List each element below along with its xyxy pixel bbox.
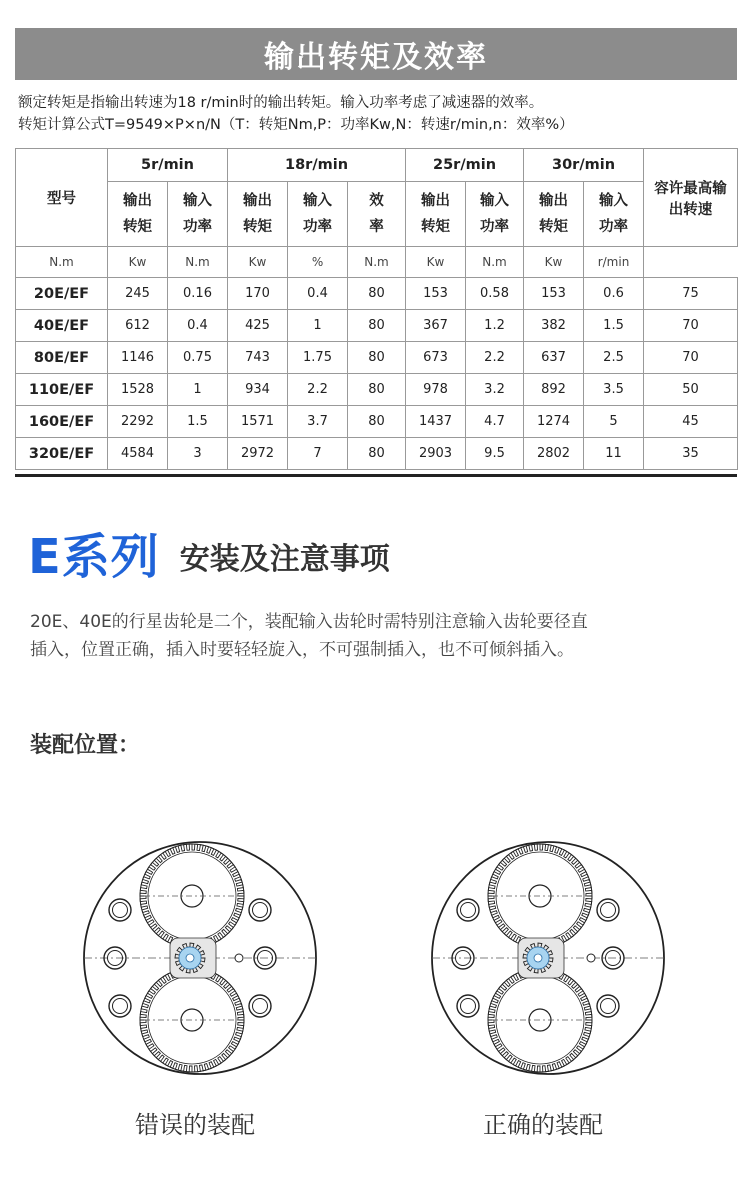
table-cell: 1274	[524, 406, 584, 438]
power-header	[584, 182, 644, 247]
table-cell: 2972	[228, 438, 288, 470]
table-cell: 673	[406, 342, 466, 374]
table-row	[16, 310, 738, 342]
table-cell: 75	[644, 278, 738, 310]
unit-cell: Kw	[108, 247, 168, 278]
table-cell: 1.5	[168, 406, 228, 438]
table-cell: 2.2	[466, 342, 524, 374]
table-cell: 2802	[524, 438, 584, 470]
efficiency-header-line-2: 率	[369, 219, 384, 235]
correct-assembly-caption: 正确的装配	[483, 1111, 603, 1139]
torque-header	[108, 182, 168, 247]
table-cell: 4.7	[466, 406, 524, 438]
unit-cell: Kw	[524, 247, 584, 278]
max-speed-header-line-1: 容许最高输	[654, 180, 727, 197]
series-title: E系列	[28, 528, 160, 585]
units-row	[16, 247, 738, 278]
page-title-bar	[15, 28, 737, 80]
table-bottom-rule	[15, 474, 737, 477]
table-cell: 80	[348, 406, 406, 438]
power-header	[288, 182, 348, 247]
table-cell: 1	[168, 374, 228, 406]
torque-header-line-1: 输出	[243, 193, 273, 209]
power-header-line-2: 功率	[599, 219, 629, 235]
speed-group-5: 5r/min	[108, 149, 228, 182]
power-header-line-1: 输入	[183, 193, 212, 209]
table-cell: 7	[288, 438, 348, 470]
input-gear-bore	[534, 954, 542, 962]
input-gear-bore	[186, 954, 194, 962]
unit-cell: r/min	[584, 247, 644, 278]
table-cell: 1.75	[288, 342, 348, 374]
table-cell: 4584	[108, 438, 168, 470]
unit-cell: %	[288, 247, 348, 278]
table-cell: 153	[406, 278, 466, 310]
description	[18, 92, 738, 136]
torque-header-line-1: 输出	[421, 193, 451, 209]
table-cell: 382	[524, 310, 584, 342]
table-cell: 3	[168, 438, 228, 470]
wrong-assembly-caption: 错误的装配	[135, 1111, 255, 1139]
table-cell: 0.4	[288, 278, 348, 310]
table-cell: 35	[644, 438, 738, 470]
table-cell: 637	[524, 342, 584, 374]
max-speed-header-line-2: 出转速	[668, 201, 713, 218]
table-cell: 1.2	[466, 310, 524, 342]
table-cell: 2.2	[288, 374, 348, 406]
table-cell: 50	[644, 374, 738, 406]
table-cell: 170	[228, 278, 288, 310]
speed-group-18: 18r/min	[228, 149, 406, 182]
page-title: 输出转矩及效率	[264, 40, 488, 75]
table-cell: 11	[584, 438, 644, 470]
table-cell: 245	[108, 278, 168, 310]
table-cell: 2.5	[584, 342, 644, 374]
speed-group-30: 30r/min	[524, 149, 644, 182]
table-cell: 892	[524, 374, 584, 406]
table-cell: 1528	[108, 374, 168, 406]
table-cell: 612	[108, 310, 168, 342]
table-row	[16, 438, 738, 470]
table-cell: 1437	[406, 406, 466, 438]
table-cell: 0.58	[466, 278, 524, 310]
note-line-1: 20E、40E的行星齿轮是二个，装配输入齿轮时需特别注意输入齿轮要径直	[30, 612, 588, 632]
table-cell: 3.7	[288, 406, 348, 438]
power-header-line-1: 输入	[599, 193, 629, 209]
power-header	[466, 182, 524, 247]
installation-note	[30, 608, 730, 664]
unit-cell: N.m	[168, 247, 228, 278]
model-cell: 80E/EF	[16, 342, 108, 374]
power-header-line-1: 输入	[480, 193, 510, 209]
wrong-assembly-diagram	[80, 838, 320, 1078]
table-cell: 153	[524, 278, 584, 310]
table-cell: 70	[644, 342, 738, 374]
torque-header-line-1: 输出	[539, 193, 569, 209]
table-cell: 5	[584, 406, 644, 438]
efficiency-header-line-1: 效	[369, 193, 384, 209]
series-subtitle: 安装及注意事项	[179, 542, 390, 577]
assembly-position-label: 装配位置：	[30, 733, 141, 758]
efficiency-header	[348, 182, 406, 247]
table-cell: 80	[348, 342, 406, 374]
table-row	[16, 374, 738, 406]
table-cell: 425	[228, 310, 288, 342]
unit-cell: N.m	[16, 247, 108, 278]
table-cell: 978	[406, 374, 466, 406]
model-cell: 320E/EF	[16, 438, 108, 470]
power-header-line-2: 功率	[303, 219, 333, 235]
torque-header	[524, 182, 584, 247]
torque-efficiency-table	[15, 148, 738, 470]
model-cell: 40E/EF	[16, 310, 108, 342]
table-cell: 80	[348, 310, 406, 342]
power-header	[168, 182, 228, 247]
table-cell: 3.2	[466, 374, 524, 406]
table-row	[16, 406, 738, 438]
table-cell: 367	[406, 310, 466, 342]
table-cell: 0.75	[168, 342, 228, 374]
torque-header	[406, 182, 466, 247]
series-heading	[28, 522, 390, 585]
model-cell: 160E/EF	[16, 406, 108, 438]
table-cell: 9.5	[466, 438, 524, 470]
table-cell: 934	[228, 374, 288, 406]
table-cell: 80	[348, 278, 406, 310]
model-cell: 110E/EF	[16, 374, 108, 406]
power-header-line-2: 功率	[480, 219, 510, 235]
table-cell: 1571	[228, 406, 288, 438]
pin-hole	[587, 954, 595, 962]
table-cell: 70	[644, 310, 738, 342]
max-speed-header	[644, 149, 738, 247]
table-cell: 80	[348, 374, 406, 406]
torque-header-line-2: 转矩	[243, 219, 273, 235]
table-cell: 1	[288, 310, 348, 342]
unit-cell: N.m	[466, 247, 524, 278]
description-line-1: 额定转矩是指输出转速为18 r/min时的输出转矩。输入功率考虑了减速器的效率。	[18, 95, 544, 111]
unit-cell: Kw	[228, 247, 288, 278]
note-line-2: 插入，位置正确，插入时要轻轻旋入，不可强制插入，也不可倾斜插入。	[30, 640, 574, 660]
table-row	[16, 278, 738, 310]
correct-assembly-diagram	[428, 838, 668, 1078]
torque-header-line-2: 转矩	[421, 219, 451, 235]
table-cell: 0.6	[584, 278, 644, 310]
table-row	[16, 342, 738, 374]
table-cell: 743	[228, 342, 288, 374]
table-cell: 2292	[108, 406, 168, 438]
table-cell: 3.5	[584, 374, 644, 406]
description-line-2: 转矩计算公式T=9549×P×n/N（T：转矩Nm,P：功率Kw,N：转速r/min,n：效率%）	[18, 117, 574, 133]
table-cell: 0.4	[168, 310, 228, 342]
model-cell: 20E/EF	[16, 278, 108, 310]
pin-hole	[235, 954, 243, 962]
torque-header-line-2: 转矩	[539, 219, 569, 235]
table-cell: 45	[644, 406, 738, 438]
table-cell: 1146	[108, 342, 168, 374]
unit-cell: N.m	[348, 247, 406, 278]
table-cell: 1.5	[584, 310, 644, 342]
speed-group-25: 25r/min	[406, 149, 524, 182]
torque-header-line-2: 转矩	[123, 219, 152, 235]
table-cell: 80	[348, 438, 406, 470]
power-header-line-1: 输入	[303, 193, 333, 209]
torque-header	[228, 182, 288, 247]
model-header: 型号	[16, 149, 108, 247]
table-cell: 2903	[406, 438, 466, 470]
unit-cell: Kw	[406, 247, 466, 278]
table-cell: 0.16	[168, 278, 228, 310]
power-header-line-2: 功率	[183, 219, 212, 235]
torque-header-line-1: 输出	[123, 193, 152, 209]
